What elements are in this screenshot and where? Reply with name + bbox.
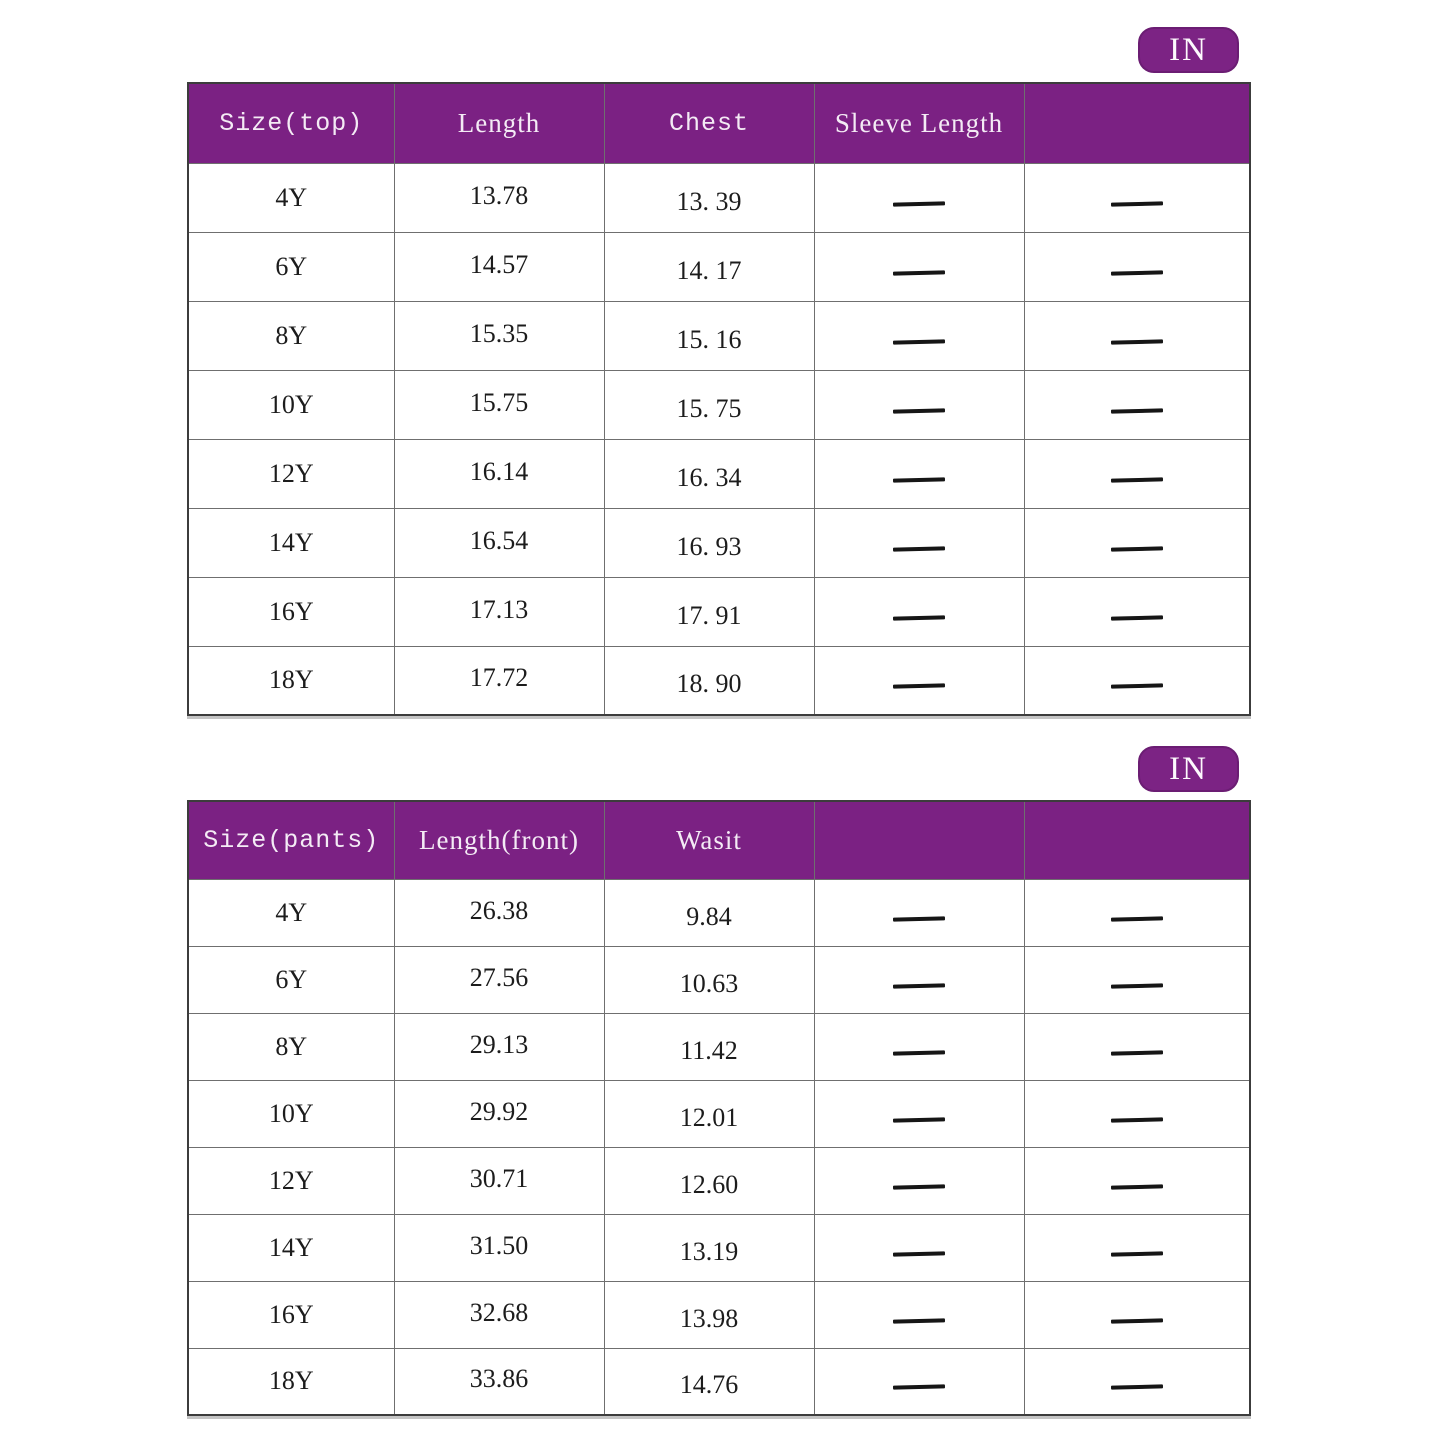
- header-cell: Size(pants): [188, 801, 394, 879]
- header-cell: Length(front): [394, 801, 604, 879]
- cell-value: 12.01: [679, 1102, 739, 1132]
- value-cell: [604, 1013, 814, 1080]
- dash-placeholder: [893, 615, 945, 620]
- cell-value: 6Y: [275, 251, 308, 281]
- value-cell: [394, 163, 604, 232]
- value-cell: [814, 1281, 1024, 1348]
- size-cell: [188, 232, 394, 301]
- value-cell: [604, 577, 814, 646]
- cell-value: 14.76: [679, 1370, 739, 1400]
- size-cell: [188, 646, 394, 715]
- dash-placeholder: [893, 270, 945, 275]
- value-cell: [604, 301, 814, 370]
- cell-value: 8Y: [275, 320, 308, 350]
- size-table-pants: [187, 800, 1251, 1416]
- value-cell: [814, 577, 1024, 646]
- size-cell: [188, 508, 394, 577]
- dash-placeholder: [1111, 201, 1163, 206]
- dash-placeholder: [1111, 408, 1163, 413]
- cell-value: 32.68: [469, 1297, 529, 1327]
- table-row: [188, 879, 1250, 946]
- value-cell: [1024, 946, 1250, 1013]
- value-cell: [604, 232, 814, 301]
- value-cell: [394, 1080, 604, 1147]
- cell-value: 6Y: [275, 964, 308, 994]
- cell-value: 30.71: [469, 1163, 529, 1193]
- dash-placeholder: [893, 1385, 945, 1390]
- value-cell: [1024, 1348, 1250, 1415]
- value-cell: [394, 646, 604, 715]
- size-cell: [188, 1147, 394, 1214]
- dash-placeholder: [1111, 916, 1163, 921]
- unit-badge-top: IN: [1138, 27, 1239, 73]
- table-row: [188, 439, 1250, 508]
- value-cell: [1024, 301, 1250, 370]
- cell-value: 13.98: [679, 1303, 739, 1333]
- header-cell: Chest: [604, 83, 814, 163]
- value-cell: [604, 1214, 814, 1281]
- cell-value: 29.13: [469, 1029, 529, 1059]
- value-cell: [814, 1147, 1024, 1214]
- value-cell: [1024, 1013, 1250, 1080]
- cell-value: 14.57: [469, 249, 529, 279]
- table-row: [188, 1281, 1250, 1348]
- dash-placeholder: [893, 1184, 945, 1189]
- dash-placeholder: [893, 1050, 945, 1055]
- dash-placeholder: [893, 983, 945, 988]
- cell-value: 10Y: [268, 389, 314, 419]
- size-cell: [188, 946, 394, 1013]
- value-cell: [1024, 1080, 1250, 1147]
- dash-placeholder: [893, 546, 945, 551]
- value-cell: [814, 879, 1024, 946]
- value-cell: [814, 232, 1024, 301]
- dash-placeholder: [1111, 615, 1163, 620]
- dash-placeholder: [1111, 339, 1163, 344]
- cell-value: 18Y: [268, 1366, 314, 1396]
- dash-placeholder: [893, 1318, 945, 1323]
- value-cell: [394, 946, 604, 1013]
- size-cell: [188, 577, 394, 646]
- size-cell: [188, 1080, 394, 1147]
- cell-value: 12.60: [679, 1169, 739, 1199]
- cell-value: 16. 34: [676, 462, 742, 492]
- dash-placeholder: [893, 1117, 945, 1122]
- cell-value: 12Y: [268, 1165, 314, 1195]
- cell-value: 16Y: [268, 596, 314, 626]
- value-cell: [394, 577, 604, 646]
- cell-value: 17.13: [469, 594, 529, 624]
- value-cell: [1024, 646, 1250, 715]
- value-cell: [604, 439, 814, 508]
- dash-placeholder: [1111, 270, 1163, 275]
- value-cell: [1024, 879, 1250, 946]
- dash-placeholder: [893, 477, 945, 482]
- header-cell: Size(top): [188, 83, 394, 163]
- table-row: [188, 577, 1250, 646]
- dash-placeholder: [893, 916, 945, 921]
- size-cell: [188, 1214, 394, 1281]
- value-cell: [604, 946, 814, 1013]
- header-cell: [814, 801, 1024, 879]
- value-cell: [394, 879, 604, 946]
- cell-value: 15.75: [469, 387, 529, 417]
- cell-value: 12Y: [268, 458, 314, 488]
- dash-placeholder: [1111, 1050, 1163, 1055]
- value-cell: [814, 163, 1024, 232]
- cell-value: 14Y: [268, 1232, 314, 1262]
- size-cell: [188, 163, 394, 232]
- cell-value: 10.63: [679, 968, 739, 998]
- value-cell: [814, 1013, 1024, 1080]
- value-cell: [604, 879, 814, 946]
- value-cell: [604, 1080, 814, 1147]
- cell-value: 13.78: [469, 180, 529, 210]
- cell-value: 4Y: [275, 182, 308, 212]
- dash-placeholder: [1111, 1318, 1163, 1323]
- cell-value: 31.50: [469, 1230, 529, 1260]
- header-cell: [1024, 801, 1250, 879]
- value-cell: [1024, 1214, 1250, 1281]
- table-row: [188, 1147, 1250, 1214]
- table-row: [188, 1348, 1250, 1415]
- value-cell: [1024, 1281, 1250, 1348]
- cell-value: 14Y: [268, 527, 314, 557]
- header-row: [188, 83, 1250, 163]
- dash-placeholder: [1111, 983, 1163, 988]
- cell-value: 9.84: [686, 901, 732, 931]
- cell-value: 18Y: [268, 665, 314, 695]
- dash-placeholder: [1111, 1385, 1163, 1390]
- value-cell: [604, 646, 814, 715]
- value-cell: [814, 508, 1024, 577]
- cell-value: 11.42: [680, 1035, 738, 1065]
- value-cell: [1024, 508, 1250, 577]
- value-cell: [1024, 439, 1250, 508]
- header-cell: Sleeve Length: [814, 83, 1024, 163]
- cell-value: 17.72: [469, 663, 529, 693]
- dash-placeholder: [1111, 684, 1163, 689]
- dash-placeholder: [893, 408, 945, 413]
- value-cell: [394, 1147, 604, 1214]
- value-cell: [604, 1147, 814, 1214]
- cell-value: 15. 75: [676, 393, 742, 423]
- size-cell: [188, 1348, 394, 1415]
- cell-value: 26.38: [469, 895, 529, 925]
- table-row: [188, 1214, 1250, 1281]
- cell-value: 15. 16: [676, 324, 742, 354]
- table-row: [188, 232, 1250, 301]
- cell-value: 10Y: [268, 1098, 314, 1128]
- value-cell: [1024, 232, 1250, 301]
- dash-placeholder: [893, 684, 945, 689]
- unit-badge-pants: IN: [1138, 746, 1239, 792]
- header-cell: [1024, 83, 1250, 163]
- cell-value: 14. 17: [676, 255, 742, 285]
- table-row: [188, 946, 1250, 1013]
- cell-value: 16. 93: [676, 531, 742, 561]
- value-cell: [604, 163, 814, 232]
- size-cell: [188, 301, 394, 370]
- value-cell: [1024, 163, 1250, 232]
- cell-value: 16.54: [469, 525, 529, 555]
- value-cell: [394, 232, 604, 301]
- value-cell: [604, 1348, 814, 1415]
- value-cell: [814, 1080, 1024, 1147]
- header-cell: Wasit: [604, 801, 814, 879]
- dash-placeholder: [893, 1251, 945, 1256]
- table-row: [188, 301, 1250, 370]
- cell-value: 13.19: [679, 1236, 739, 1266]
- size-cell: [188, 370, 394, 439]
- table-row: [188, 1080, 1250, 1147]
- size-cell: [188, 879, 394, 946]
- value-cell: [814, 946, 1024, 1013]
- value-cell: [1024, 1147, 1250, 1214]
- value-cell: [1024, 370, 1250, 439]
- value-cell: [604, 1281, 814, 1348]
- cell-value: 16.14: [469, 456, 529, 486]
- value-cell: [814, 646, 1024, 715]
- cell-value: 16Y: [268, 1299, 314, 1329]
- value-cell: [814, 301, 1024, 370]
- value-cell: [394, 1214, 604, 1281]
- size-cell: [188, 1281, 394, 1348]
- value-cell: [604, 370, 814, 439]
- table-row: [188, 508, 1250, 577]
- cell-value: 13. 39: [676, 186, 742, 216]
- dash-placeholder: [1111, 546, 1163, 551]
- cell-value: 8Y: [275, 1031, 308, 1061]
- cell-value: 18. 90: [676, 669, 742, 699]
- value-cell: [814, 1348, 1024, 1415]
- cell-value: 27.56: [469, 962, 529, 992]
- cell-value: 4Y: [275, 897, 308, 927]
- dash-placeholder: [1111, 1251, 1163, 1256]
- dash-placeholder: [893, 201, 945, 206]
- table-row: [188, 370, 1250, 439]
- dash-placeholder: [1111, 1117, 1163, 1122]
- cell-value: 29.92: [469, 1096, 529, 1126]
- header-row: [188, 801, 1250, 879]
- size-cell: [188, 1013, 394, 1080]
- value-cell: [394, 1281, 604, 1348]
- dash-placeholder: [1111, 477, 1163, 482]
- size-cell: [188, 439, 394, 508]
- value-cell: [394, 439, 604, 508]
- header-cell: Length: [394, 83, 604, 163]
- value-cell: [604, 508, 814, 577]
- table-row: [188, 163, 1250, 232]
- value-cell: [814, 1214, 1024, 1281]
- value-cell: [814, 370, 1024, 439]
- value-cell: [814, 439, 1024, 508]
- cell-value: 33.86: [469, 1364, 529, 1394]
- value-cell: [394, 508, 604, 577]
- dash-placeholder: [1111, 1184, 1163, 1189]
- value-cell: [394, 1348, 604, 1415]
- value-cell: [394, 301, 604, 370]
- value-cell: [394, 370, 604, 439]
- cell-value: 15.35: [469, 318, 529, 348]
- cell-value: 17. 91: [676, 600, 742, 630]
- table-row: [188, 1013, 1250, 1080]
- size-table-top: [187, 82, 1251, 716]
- value-cell: [1024, 577, 1250, 646]
- dash-placeholder: [893, 339, 945, 344]
- table-row: [188, 646, 1250, 715]
- value-cell: [394, 1013, 604, 1080]
